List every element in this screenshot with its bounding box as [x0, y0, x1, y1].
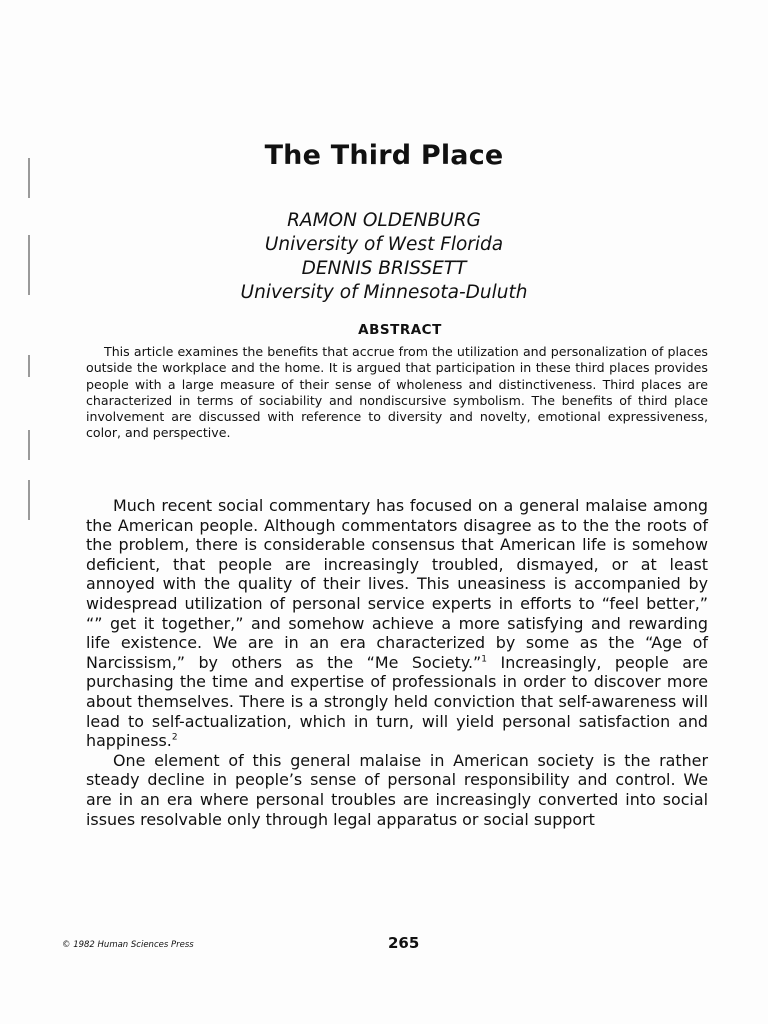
author-affiliation: University of West Florida	[264, 234, 504, 255]
paper-title: The Third Place	[264, 140, 504, 171]
body-paragraph: One element of this general malaise in American society is the rather steady decline in people’s sense of personal responsibility and control. We are in an era where personal troubles are increasingly converted into social issues resolvable only through legal apparatus or social support	[86, 750, 708, 829]
paragraph-text: Much recent social commentary has focused on a general malaise among the American people. Although commentators disagree as to the the roots of the problem, there is considerable consensus that American life is somehow deficient, that people are increasingly troubled, dismayed, or at least annoyed with the quality of their lives. This uneasiness is accompanied by widespread utilization of personal service experts in efforts to “feel better,” “” get it together,” and somehow achieve a more satisfying and rewarding life existence. We are in an era characterized by some as the “Age of Narcissism,” by others as the “Me Society.”	[86, 496, 708, 672]
copyright-notice: © 1982 Human Sciences Press	[62, 940, 194, 950]
abstract-text: This article examines the benefits that accrue from the utilization and personalization of places outside the workplace and the home. It is argued that participation in these third places provides people with a large measure of their sense of wholeness and distinctiveness. Third places are characterized in terms of sociability and nondiscursive symbolism. The benefits of third place involvement are discussed with reference to diversity and novelty, emotional expressiveness, color, and perspective.	[86, 344, 708, 441]
footnote-marker: 1	[481, 654, 488, 665]
author-name: DENNIS BRISSETT	[301, 258, 467, 279]
abstract-heading: ABSTRACT	[358, 322, 442, 338]
body-paragraph	[86, 496, 708, 751]
author-affiliation: University of Minnesota-Duluth	[240, 282, 528, 303]
author-name: RAMON OLDENBURG	[287, 210, 481, 231]
body-text	[86, 496, 708, 829]
paragraph-text: Increasingly, people are purchasing the time and expertise of professionals in order to discover more about themselves. There is a strongly held conviction that self-awareness will lead to self-actualization, which in turn, will yield personal satisfaction and happiness.	[86, 652, 708, 751]
footnote-marker: 2	[171, 732, 178, 743]
author-block	[0, 209, 768, 305]
page-number: 265	[388, 934, 420, 952]
scan-edge-artifact	[22, 140, 36, 560]
